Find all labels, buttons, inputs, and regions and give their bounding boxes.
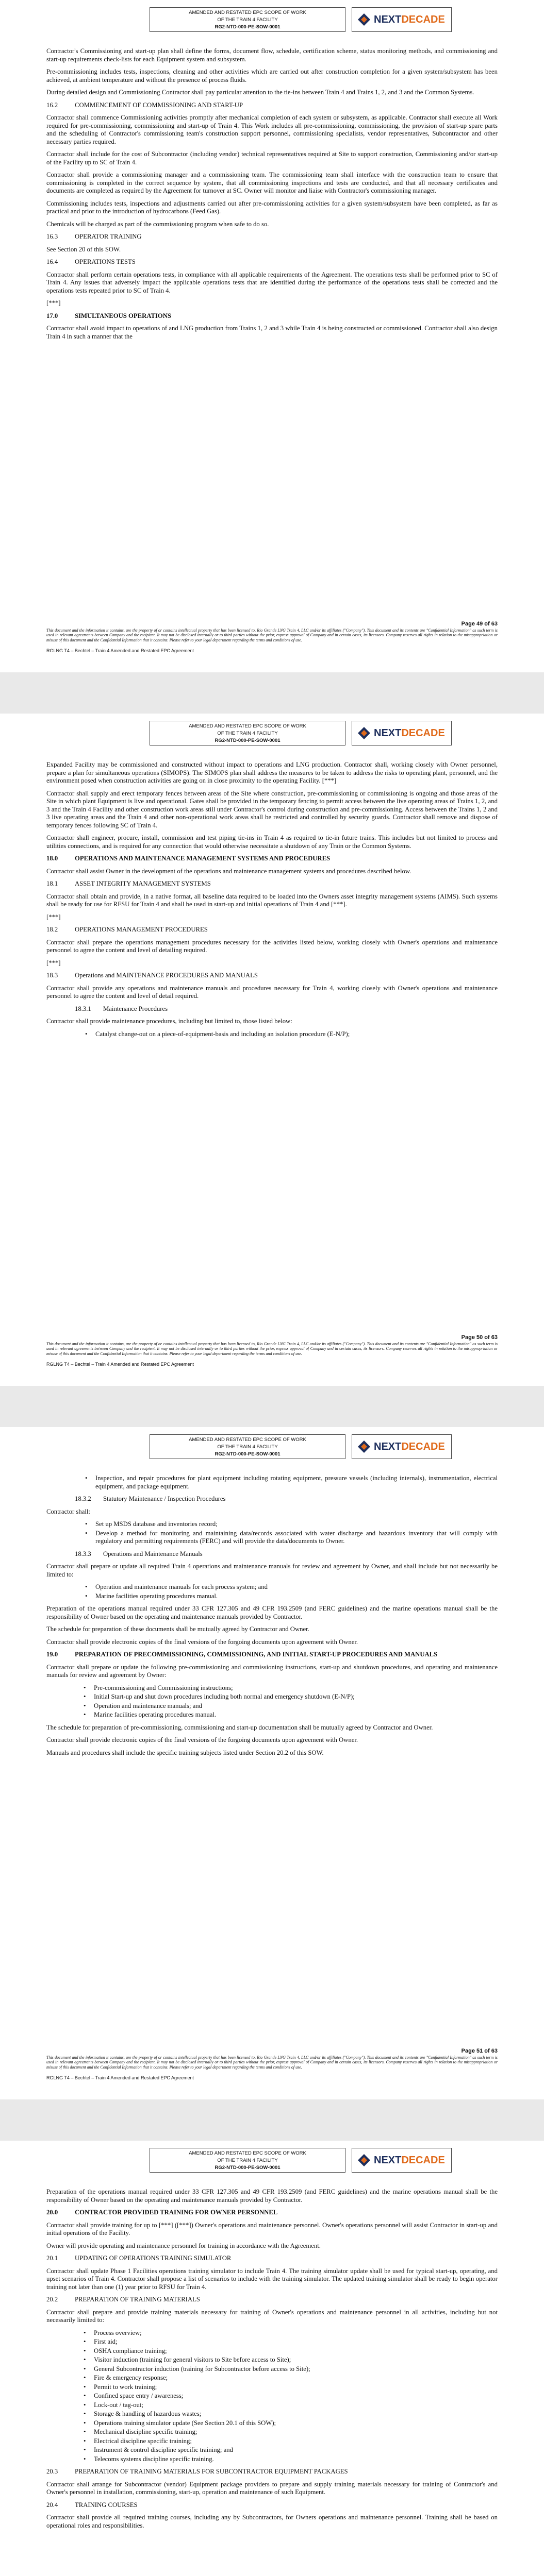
paragraph: Contractor shall provide electronic copies of the final versions of the forgoing documents upon agreement with Owner. <box>46 1638 358 1646</box>
footer-doc-label: RGLNG T4 – Bechtel – Train 4 Amended and Restated EPC Agreement <box>46 2075 194 2081</box>
header-line-2: OF THE TRAIN 4 FACILITY <box>217 2158 278 2163</box>
nextdecade-logo-icon <box>357 13 371 26</box>
footer-disclaimer: This document and the information it contains, are the property of or contains intellectual property that has been licensed to, Rio Grande LNG Train 4, LLC and/or its affiliates ("Company"). This document and its contents are "Confidential Information" as such term is used in relevant agreements between Company and the recipient. It may not be disclosed internally or to third parties without the prior, express approval of Company and in certain cases, its licensors. Company reserves all rights in relation to the misappropriation or misuse of this document and the Confidential Information that it contains. Please refer to your legal department regarding the terms and conditions of use. <box>46 628 498 642</box>
section-number: 19.0 <box>46 1651 58 1658</box>
list-item: • Set up MSDS database and inventories record; <box>85 1520 498 1529</box>
section-title: Operations and Maintenance Manuals <box>103 1550 203 1557</box>
paragraph: Contractor shall: <box>46 1507 90 1515</box>
bullet-list <box>85 1475 498 1490</box>
paragraph: Contractor shall obtain and provide, in a native format, all baseline data required to be loaded into the Owners asset integrity management systems (AIMS). Such systems shall be ready for use for RFSU for Train 4 and shall be used in start-up and initial operations of Train 4 and [***]. <box>46 892 498 908</box>
paragraph: See Section 20 of this SOW. <box>46 245 121 253</box>
list-item: • Pre-commissioning and Commissioning instructions; <box>84 1684 498 1692</box>
list-item: • Initial Start-up and shut down procedures including both normal and emergency shutdown (E-N/P); <box>84 1693 498 1701</box>
list-item: • Process overview; <box>84 2329 498 2337</box>
list-item: • Instrument & control discipline specific training; and <box>84 2446 498 2454</box>
footer-doc-label: RGLNG T4 – Bechtel – Train 4 Amended and Restated EPC Agreement <box>46 648 194 654</box>
section-number: 18.2 <box>46 926 58 933</box>
nextdecade-logo-icon <box>357 726 371 740</box>
paragraph: Contractor shall include for the cost of Subcontractor (including vendor) technical representatives required at Site to support construction, Commissioning and/or start-up of the Facility up to SC of Train 4. <box>46 150 498 166</box>
section-heading <box>46 101 498 110</box>
section-number: 17.0 <box>46 312 58 319</box>
company-logo <box>352 1434 452 1459</box>
section-heading <box>46 233 498 241</box>
paragraph: [***] <box>46 959 61 967</box>
section-heading <box>46 972 498 980</box>
section-heading <box>46 2209 498 2217</box>
subsection-heading <box>75 1005 498 1013</box>
section-number: 18.3.1 <box>75 1005 91 1012</box>
paragraph: Commissioning includes tests, inspections and adjustments carried out after pre-commissioning activities for a given system/subsystem have been completed, as far as practical and prior to the introduction of hydrocarbons (Feed Gas). <box>46 199 498 215</box>
page-content <box>46 2188 498 2530</box>
list-item: • First aid; <box>84 2338 498 2346</box>
logo-text-next: NEXT <box>374 727 402 739</box>
list-item: • Storage & handling of hazardous wastes; <box>84 2410 498 2418</box>
logo-text-next: NEXT <box>374 1440 402 1452</box>
list-item: • Electrical discipline specific training; <box>84 2437 498 2446</box>
section-title: COMMENCEMENT OF COMMISSIONING AND START-UP <box>75 101 243 109</box>
paragraph: Contractor shall avoid impact to operations of and LNG production from Trains 1, 2 and 3 while Train 4 is being constructed or commissioned. Contractor shall also design Train 4 in such a manner that the <box>46 325 498 340</box>
header-doc-code: RG2-NTD-000-PE-SOW-0001 <box>215 1451 281 1457</box>
paragraph: Contractor shall provide a commissioning manager and a commissioning team. The commissioning team shall interface with the construction team to ensure that commissioning is completed in the correct sequence by system, that all commissioning inspections and tests are conducted, and that all necessary certificates and documents are completed as required by the Agreement for turnover at SC. Owner will monitor and liaise with Contractor's commissioning manager. <box>46 171 498 194</box>
section-number: 18.3.3 <box>75 1550 91 1557</box>
header-doc-code: RG2-NTD-000-PE-SOW-0001 <box>215 2165 281 2171</box>
section-number: 16.2 <box>46 101 58 109</box>
header-line-1: AMENDED AND RESTATED EPC SCOPE OF WORK <box>189 2150 306 2156</box>
section-heading <box>46 2501 498 2510</box>
list-item: • Lock-out / tag-out; <box>84 2401 498 2410</box>
list-item: • Marine facilities operating procedures manual. <box>85 1592 498 1601</box>
section-heading <box>46 2296 498 2304</box>
paragraph: Contractor shall assist Owner in the development of the operations and maintenance management systems and procedures described below. <box>46 867 411 875</box>
section-title: OPERATIONS AND MAINTENANCE MANAGEMENT SYSTEMS AND PROCEDURES <box>75 855 331 862</box>
page-footer <box>46 2049 498 2081</box>
section-title: OPERATIONS TESTS <box>75 258 136 265</box>
paragraph: Contractor shall provide any operations and maintenance manuals and procedures necessary for Train 4, working closely with Owner's operations and maintenance personnel to agree the content and level of detail required. <box>46 984 498 999</box>
section-number: 18.0 <box>46 855 58 862</box>
list-item: • Inspection, and repair procedures for plant equipment including rotating equipment, pressure vessels (including internals), instrumentation, electrical equipment, and package equipment. <box>85 1475 498 1490</box>
logo-text-decade: DECADE <box>401 2154 445 2166</box>
bullet-list <box>85 1583 498 1600</box>
document-page <box>0 1427 544 2099</box>
list-item: • Mechanical discipline specific training; <box>84 2428 498 2436</box>
paragraph: [***] <box>46 299 61 307</box>
section-number: 18.3 <box>46 972 58 979</box>
list-item: • General Subcontractor induction (training for Subcontractor before access to Site); <box>84 2365 498 2374</box>
company-logo <box>352 2148 452 2173</box>
section-title: OPERATIONS MANAGEMENT PROCEDURES <box>75 926 208 933</box>
paragraph: The schedule for preparation of these documents shall be mutually agreed by Contractor and Owner. <box>46 1625 309 1633</box>
header-doc-code: RG2-NTD-000-PE-SOW-0001 <box>215 738 281 743</box>
page-footer <box>46 622 498 654</box>
section-number: 16.4 <box>46 258 58 265</box>
paragraph: Contractor shall engineer, procure, install, commission and test piping tie-ins in Train 4 as required to tie-in future trains. This includes but not limited to process and utilities connections, and is required for any connection that would otherwise necessitate a shutdown of any Train or the Common Systems. <box>46 834 498 850</box>
section-heading <box>46 926 498 934</box>
logo-text-next: NEXT <box>374 13 402 25</box>
section-title: SIMULTANEOUS OPERATIONS <box>75 312 171 319</box>
header-line-1: AMENDED AND RESTATED EPC SCOPE OF WORK <box>189 10 306 15</box>
header-title-box <box>150 7 345 32</box>
section-number: 20.0 <box>46 2209 58 2216</box>
paragraph: Contractor shall provide electronic copies of the final versions of the forgoing documents upon agreement with Owner. <box>46 1736 358 1743</box>
paragraph: Contractor shall commence Commissioning activities promptly after mechanical completion of each system or subsystem, as applicable. Contractor shall execute all Work required for pre-commissioning, commissioning and start-up of Train 4. This Work includes all pre-commissioning, commissioning, the provision of start-up spare parts and the scheduling of Contractor's commissioning team's construction support personnel, commissioning specialists, vendor representatives, Subcontractor and other necessary parties required. <box>46 114 498 145</box>
paragraph: Contractor shall prepare or update all required Train 4 operations and maintenance manuals for review and agreement by Owner, and shall include but not necessarily be limited to: <box>46 1563 498 1578</box>
paragraph: Pre-commissioning includes tests, inspections, cleaning and other activities which are carried out after construction completion for a given system/subsystem has been achieved, at ambient temperature and without the presence of process fluids. <box>46 68 498 83</box>
paragraph: Contractor shall supply and erect temporary fences between areas of the Site where construction, pre-commissioning or commissioning is ongoing and those areas of the Site in which plant Equipment is live and operational. Gates shall be provided in the temporary fencing to permit access between the live operating areas of Trains 1, 2, and 3 and the Train 4 Facility and other construction work areas still under Contractor's control during construction and pre-commissioning. Access between the Trains 1, 2 and 3 live operating areas and the Train 4 and other non-operational work areas shall be restricted and controlled by security guards. Contractor shall remove and dispose of temporary fences following SC of Train 4. <box>46 789 498 829</box>
nextdecade-logo-icon <box>357 1440 371 1453</box>
page-number: Page 50 of 63 <box>461 1334 498 1341</box>
page-header <box>46 1434 498 1475</box>
subsection-heading <box>75 1550 498 1558</box>
page-number: Page 51 of 63 <box>461 2048 498 2055</box>
section-title: Maintenance Procedures <box>103 1005 168 1012</box>
header-line-2: OF THE TRAIN 4 FACILITY <box>217 17 278 23</box>
page-footer <box>46 1335 498 1367</box>
list-item: • Catalyst change-out on a piece-of-equipment-basis and including an isolation procedure (E-N/P); <box>85 1030 498 1039</box>
list-item: • Confined space entry / awareness; <box>84 2392 498 2400</box>
paragraph: Contractor shall prepare the operations management procedures necessary for the activities listed below, working closely with Owner's operations and maintenance personnel to agree the content and level of detailing required. <box>46 938 498 954</box>
header-line-1: AMENDED AND RESTATED EPC SCOPE OF WORK <box>189 1437 306 1443</box>
bullet-list <box>85 1520 498 1546</box>
footer-doc-label: RGLNG T4 – Bechtel – Train 4 Amended and Restated EPC Agreement <box>46 1362 194 1367</box>
header-line-1: AMENDED AND RESTATED EPC SCOPE OF WORK <box>189 723 306 729</box>
section-title: OPERATOR TRAINING <box>75 233 142 240</box>
logo-text-decade: DECADE <box>401 1440 445 1452</box>
list-item: • Develop a method for monitoring and maintaining data/records associated with water discharge and hazardous inventory that will comply with regulatory and permitting requirements (FERC) and will provide the data/documents to Owner. <box>85 1530 498 1546</box>
section-title: CONTRACTOR PROVIDED TRAINING FOR OWNER PERSONNEL <box>75 2209 278 2216</box>
logo-text-next: NEXT <box>374 2154 402 2166</box>
bullet-list <box>84 2329 498 2464</box>
bullet-list <box>85 1030 498 1039</box>
section-title: UPDATING OF OPERATIONS TRAINING SIMULATOR <box>75 2255 232 2262</box>
list-item: • Telecoms systems discipline specific training. <box>84 2455 498 2464</box>
bullet-list <box>84 1684 498 1719</box>
section-title: PREPARATION OF TRAINING MATERIALS FOR SUBCONTRACTOR EQUIPMENT PACKAGES <box>75 2468 348 2475</box>
paragraph: Manuals and procedures shall include the specific training subjects listed under Section 20.2 of this SOW. <box>46 1749 324 1756</box>
logo-text-decade: DECADE <box>401 727 445 739</box>
section-heading <box>46 2255 498 2263</box>
section-heading <box>46 312 498 320</box>
list-item: • Permit to work training; <box>84 2383 498 2392</box>
list-item: • Marine facilities operating procedures manual. <box>84 1711 498 1719</box>
section-heading <box>46 855 498 863</box>
page-header <box>46 721 498 761</box>
paragraph: Preparation of the operations manual required under 33 CFR 127.305 and 49 CFR 193.2509 (and FERC guidelines) and the marine operations manual shall be the responsibility of Owner based on the operating and maintenance manuals provided by Contractor. <box>46 1605 498 1620</box>
paragraph: Contractor shall arrange for Subcontractor (vendor) Equipment package providers to prepare and supply training materials necessary for training of Contractor's and Owner's personnel in installation, commissioning, start-up, operation and maintenance of such Equipment. <box>46 2480 498 2496</box>
section-heading <box>46 1651 498 1659</box>
list-item: • Operation and maintenance manuals for each process system; and <box>85 1583 498 1591</box>
paragraph: Contractor shall provide all required training courses, including any by Subcontractors, for Owners operations and maintenance personnel. Training shall be based on operational roles and responsibilities. <box>46 2514 498 2529</box>
list-item: • Operations training simulator update (See Section 20.1 of this SOW); <box>84 2419 498 2428</box>
paragraph: Contractor shall prepare or update the following pre-commissioning and commissioning instructions, start-up and shutdown procedures, and operating and maintenance manuals for review and agreement by Owner: <box>46 1663 498 1679</box>
paragraph: [***] <box>46 913 61 921</box>
paragraph: Contractor shall update Phase 1 Facilities operations training simulator to include Train 4. The training simulator update shall be used for typical start-up, operating, and upset scenarios of Train 4. Contractor shall propose a list of scenarios to include with the training simulator. The updated training simulator shall be ready to begin operator training not later than one (1) year prior to RFSU for Train 4. <box>46 2267 498 2291</box>
section-title: Statutory Maintenance / Inspection Procedures <box>103 1495 226 1502</box>
paragraph: Chemicals will be charged as part of the commissioning program when safe to do so. <box>46 220 269 228</box>
footer-disclaimer: This document and the information it contains, are the property of or contains intellectual property that has been licensed to, Rio Grande LNG Train 4, LLC and/or its affiliates ("Company"). This document and its contents are "Confidential Information" as such term is used in relevant agreements between Company and the recipient. It may not be disclosed internally or to third parties without the prior, express approval of Company and in certain cases, its licensors. Company reserves all rights in relation to the misappropriation or misuse of this document and the Confidential Information that it contains. Please refer to your legal department regarding the terms and conditions of use. <box>46 1341 498 1356</box>
subsection-heading <box>75 1495 498 1503</box>
list-item: • OSHA compliance training; <box>84 2347 498 2355</box>
nextdecade-logo-icon <box>357 2154 371 2167</box>
header-line-2: OF THE TRAIN 4 FACILITY <box>217 1444 278 1450</box>
section-number: 20.3 <box>46 2468 58 2475</box>
header-title-box <box>150 1434 345 1459</box>
page-content <box>46 761 498 1038</box>
paragraph: Expanded Facility may be commissioned and constructed without impact to operations and LNG production. Contractor shall, working closely with Owner personnel, prepare a plan for simultaneous operations (SIMOPS). The SIMOPS plan shall address the measures to be taken to address the risks to operating plant, personnel, and the environment posed when construction activities are going on in close proximity to the operating Facility. [***] <box>46 761 498 784</box>
paragraph: Contractor shall provide training for up to [***] ([***]) Owner's operations and maintenance personnel. Owner's operations personnel will assist Contractor in start-up and initial operations of the Facility. <box>46 2221 498 2236</box>
header-doc-code: RG2-NTD-000-PE-SOW-0001 <box>215 24 281 30</box>
document-page <box>0 2141 544 2576</box>
document-page <box>0 714 544 1386</box>
logo-text-decade: DECADE <box>401 13 445 25</box>
company-logo <box>352 721 452 745</box>
page-content <box>46 1475 498 1757</box>
header-title-box <box>150 721 345 745</box>
paragraph: Contractor's Commissioning and start-up plan shall define the forms, document flow, schedule, certification scheme, status monitoring methods, and commissioning and start-up requirements check-lists for each Equipment system and subsystem. <box>46 47 498 63</box>
section-heading <box>46 2468 498 2476</box>
company-logo <box>352 7 452 32</box>
paragraph: Contractor shall perform certain operations tests, in compliance with all applicable requirements of the Agreement. The operations tests shall be performed prior to SC of Train 4. Any issues that adversely impact the applicable operations tests that are identified during the performance of the operations tests shall be corrected and the operations tests repeated prior to SC of Train 4. <box>46 270 498 294</box>
section-number: 18.3.2 <box>75 1495 91 1502</box>
section-number: 20.4 <box>46 2501 58 2509</box>
section-heading <box>46 258 498 266</box>
section-number: 16.3 <box>46 233 58 240</box>
section-number: 18.1 <box>46 880 58 887</box>
document-page <box>0 0 544 672</box>
section-title: TRAINING COURSES <box>75 2501 138 2509</box>
section-title: Operations and MAINTENANCE PROCEDURES AND MANUALS <box>75 972 258 979</box>
section-heading <box>46 880 498 888</box>
section-number: 20.2 <box>46 2296 58 2303</box>
section-number: 20.1 <box>46 2255 58 2262</box>
page-header <box>46 2148 498 2188</box>
paragraph: Contractor shall provide maintenance procedures, including but limited to, those listed below: <box>46 1018 292 1025</box>
paragraph: During detailed design and Commissioning Contractor shall pay particular attention to the tie-ins between Train 4 and Trains 1, 2, and 3 and the Common Systems. <box>46 89 474 96</box>
page-number: Page 49 of 63 <box>461 621 498 628</box>
section-title: PREPARATION OF PRECOMMISSIONING, COMMISSIONING, AND INITIAL START-UP PROCEDURES AND MANUALS <box>75 1651 438 1658</box>
list-item: • Fire & emergency response; <box>84 2374 498 2382</box>
paragraph: Contractor shall prepare and provide training materials necessary for training of Owner's operations and maintenance personnel in all activities, including but not necessarily limited to: <box>46 2308 498 2324</box>
footer-disclaimer: This document and the information it contains, are the property of or contains intellectual property that has been licensed to, Rio Grande LNG Train 4, LLC and/or its affiliates ("Company"). This document and its contents are "Confidential Information" as such term is used in relevant agreements between Company and the recipient. It may not be disclosed internally or to third parties without the prior, express approval of Company and in certain cases, its licensors. Company reserves all rights in relation to the misappropriation or misuse of this document and the Confidential Information that it contains. Please refer to your legal department regarding the terms and conditions of use. <box>46 2055 498 2070</box>
header-title-box <box>150 2148 345 2173</box>
paragraph: Preparation of the operations manual required under 33 CFR 127.305 and 49 CFR 193.2509 (and FERC guidelines) and the marine operations manual shall be the responsibility of Owner based on the operating and maintenance manuals provided by Contractor. <box>46 2188 498 2204</box>
list-item: • Visitor induction (training for general visitors to Site before access to Site); <box>84 2356 498 2364</box>
header-line-2: OF THE TRAIN 4 FACILITY <box>217 731 278 736</box>
paragraph: Owner will provide operating and maintenance personnel for training in accordance with the Agreement. <box>46 2242 321 2249</box>
paragraph: The schedule for preparation of pre-commissioning, commissioning and start-up documentation shall be mutually agreed by Contractor and Owner. <box>46 1723 433 1731</box>
section-title: ASSET INTEGRITY MANAGEMENT SYSTEMS <box>75 880 211 887</box>
page-header <box>46 7 498 47</box>
page-content <box>46 47 498 341</box>
list-item: • Operation and maintenance manuals; and <box>84 1702 498 1710</box>
section-title: PREPARATION OF TRAINING MATERIALS <box>75 2296 200 2303</box>
